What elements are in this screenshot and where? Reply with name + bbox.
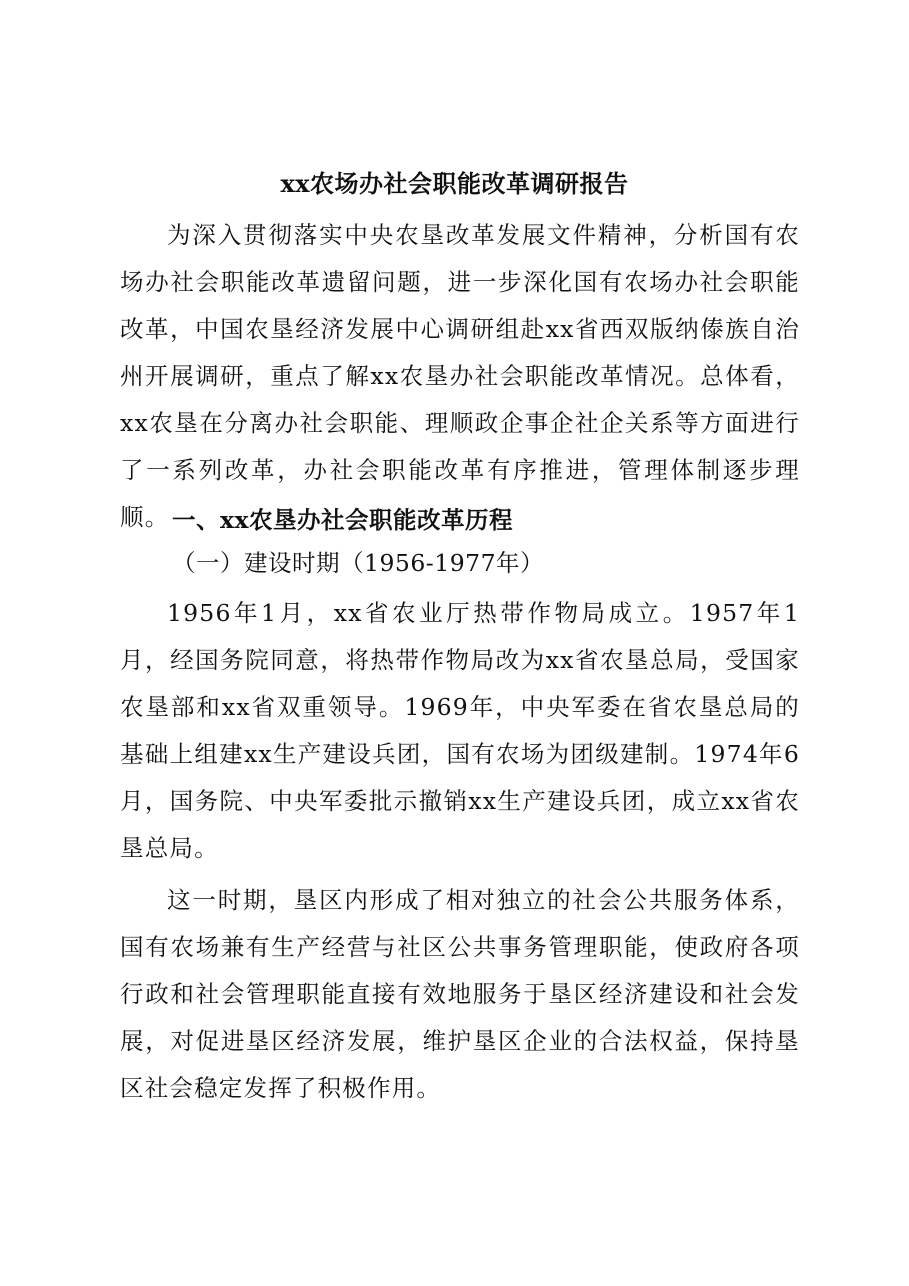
document-title: xx农场办社会职能改革调研报告 [280, 169, 629, 198]
section-heading: 一、xx农垦办社会职能改革历程 [172, 506, 514, 534]
summary-paragraph: 这一时期，垦区内形成了相对独立的社会公共服务体系，国有农场兼有生产经营与社区公共事务管理职能，使政府各项行政和社会管理职能直接有效地服务于垦区经济建设和社会发展，对促进垦区经济发展，维护垦区企业的合法权益，保持垦区社会稳定发挥了积极作用。 [120, 886, 800, 1102]
intro-paragraph: 为深入贯彻落实中央农垦改革发展文件精神，分析国有农场办社会职能改革遗留问题，进一步深化国有农场办社会职能改革，中国农垦经济发展中心调研组赴xx省西双版纳傣族自治州开展调研，重点了解xx农垦办社会职能改革情况。总体看，xx农垦在分离办社会职能、理顺政企事企社企关系等方面进行了一系列改革，办社会职能改革有序推进，管理体制逐步理顺。 [120, 221, 800, 531]
subsection-heading: （一）建设时期（1956-1977年） [172, 549, 545, 577]
history-paragraph: 1956年1月，xx省农业厅热带作物局成立。1957年1月，经国务院同意，将热带作物局改为xx省农垦总局，受国家农垦部和xx省双重领导。1969年，中央军委在省农垦总局的基础上组建xx生产建设兵团，国有农场为团级建制。1974年6月，国务院、中央军委批示撤销xx生产建设兵团，成立xx省农垦总局。 [120, 599, 800, 862]
